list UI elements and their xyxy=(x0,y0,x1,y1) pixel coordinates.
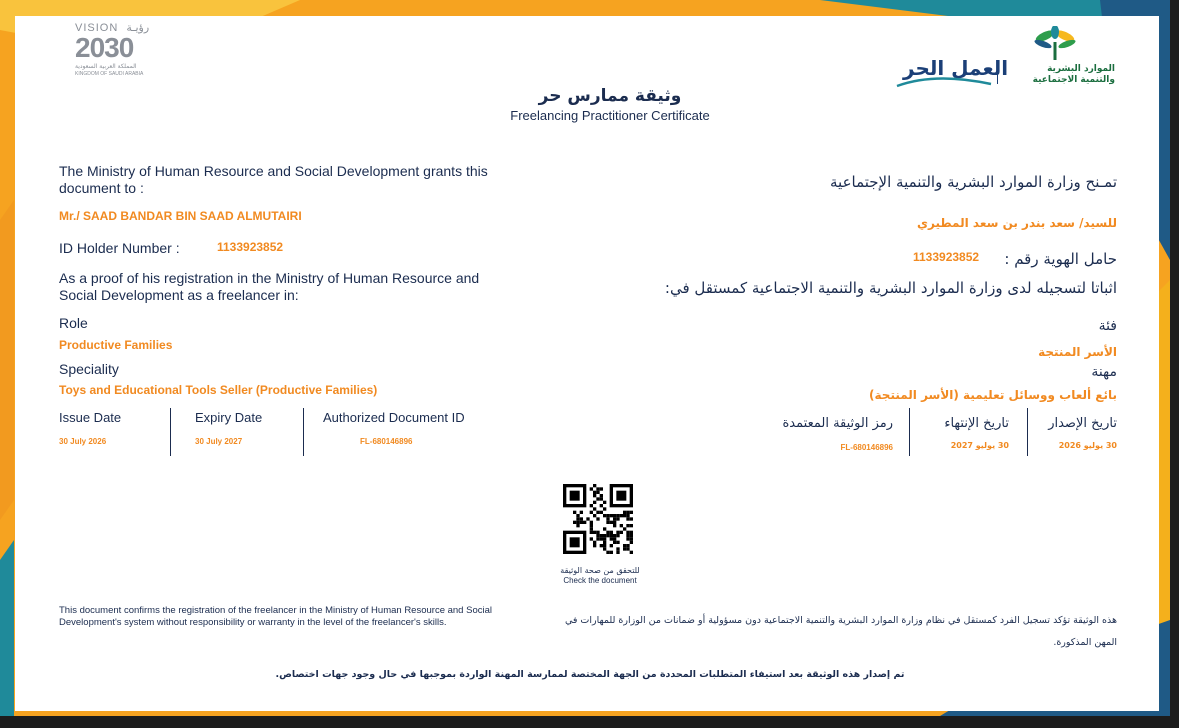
expiry-date-label-en: Expiry Date xyxy=(195,410,263,425)
document-id-label-ar: رمز الوثيقة المعتمدة xyxy=(782,416,893,431)
expiry-date-value-ar: 30 يوليو 2027 xyxy=(950,441,1009,450)
issue-date-value-en: 30 July 2026 xyxy=(59,437,107,446)
expiry-date-label-ar: تاريخ الإنتهاء xyxy=(944,416,1009,431)
palm-icon xyxy=(1033,26,1077,62)
vision-2030-logo xyxy=(75,21,175,79)
document-id-value-en: FL-680146896 xyxy=(360,437,413,446)
speciality-value-en: Toys and Educational Tools Seller (Productive Families) xyxy=(59,383,378,397)
qr-code[interactable] xyxy=(563,484,633,554)
role-label-en: Role xyxy=(59,315,88,331)
role-value-ar: الأسر المنتجة xyxy=(1038,345,1117,359)
ministry-logo xyxy=(885,26,1115,98)
column-divider xyxy=(303,408,304,456)
qr-caption-ar: للتحقق من صحة الوثيقة xyxy=(560,566,640,575)
grants-text-en: The Ministry of Human Resource and Social Development grants this document to : xyxy=(59,163,488,196)
ministry-name-line1: الموارد البشرية xyxy=(1047,64,1115,74)
title-arabic: وثيقة ممارس حر xyxy=(538,86,682,106)
vision-text-ar: رؤيـة xyxy=(126,21,150,34)
holder-name-en: Mr./ SAAD BANDAR BIN SAAD ALMUTAIRI xyxy=(59,209,302,223)
holder-name-ar: للسيد/ سعد بندر بن سعد المطيري xyxy=(917,216,1117,230)
disclaimer-en: This document confirms the registration of the freelancer in the Ministry of Human Resource and Social Development's system without responsibility or warranty in the level of the freelancer's skills. xyxy=(59,605,492,628)
qr-caption-en: Check the document xyxy=(563,576,637,585)
issue-date-value-ar: 30 يوليو 2026 xyxy=(1058,441,1117,450)
vision-subtitle-en: KINGDOM OF SAUDI ARABIA xyxy=(75,71,144,77)
speciality-label-ar: مهنة xyxy=(1091,364,1117,380)
id-label-en: ID Holder Number : xyxy=(59,240,180,256)
vision-number: 2030 xyxy=(75,32,134,63)
vision-subtitle-ar: المملكة العربية السعودية xyxy=(75,63,137,70)
vision-text: VISION xyxy=(75,22,119,34)
column-divider xyxy=(170,408,171,456)
wave-icon xyxy=(895,72,995,94)
speciality-value-ar: بائع ألعاب ووسائل تعليمية (الأسر المنتجة) xyxy=(869,388,1117,402)
document-id-value-ar: FL-680146896 xyxy=(840,443,893,452)
proof-text-ar: اثباتا لتسجيله لدى وزارة الموارد البشرية والتنمية الاجتماعية كمستقل في: xyxy=(664,279,1117,297)
grants-text-ar: تمـنح وزارة الموارد البشرية والتنمية الإجتماعية xyxy=(830,173,1117,191)
proof-text-en: As a proof of his registration in the Ministry of Human Resource and Social Development as a freelancer in: xyxy=(59,270,480,303)
certificate-paper xyxy=(15,16,1159,711)
issue-date-label-en: Issue Date xyxy=(59,410,122,425)
expiry-date-value-en: 30 July 2027 xyxy=(195,437,243,446)
ministry-name-line2: والتنمية الاجتماعية xyxy=(1032,75,1115,85)
id-label-ar: حامل الهوية رقم : xyxy=(1004,250,1117,268)
column-divider xyxy=(1027,408,1028,456)
role-label-ar: فئة xyxy=(1098,318,1117,334)
speciality-label-en: Speciality xyxy=(59,361,119,377)
title-english: Freelancing Practitioner Certificate xyxy=(510,108,710,123)
issue-date-label-ar: تاريخ الإصدار xyxy=(1048,416,1117,431)
role-value-en: Productive Families xyxy=(59,338,173,352)
id-value-en: 1133923852 xyxy=(217,240,284,254)
freework-logo-text: العمل الحر xyxy=(903,56,1009,80)
document-id-label-en: Authorized Document ID xyxy=(323,410,465,425)
issuance-note-ar: تم إصدار هذه الوثيقة بعد استيفاء المتطلبات المحددة من الجهة المختصة لممارسة المهنة الواردة بموجبها في حال وجود جهات اختصاص. xyxy=(275,669,905,680)
id-value-ar: 1133923852 xyxy=(913,250,980,264)
column-divider xyxy=(909,408,910,456)
disclaimer-ar: هذه الوثيقة تؤكد تسجيل الفرد كمستقل في نظام وزارة الموارد البشرية والتنمية الاجتماعية دون مسؤولية أو ضمانات من الوزارة للمهارات في المهن المذكورة. xyxy=(564,615,1117,648)
